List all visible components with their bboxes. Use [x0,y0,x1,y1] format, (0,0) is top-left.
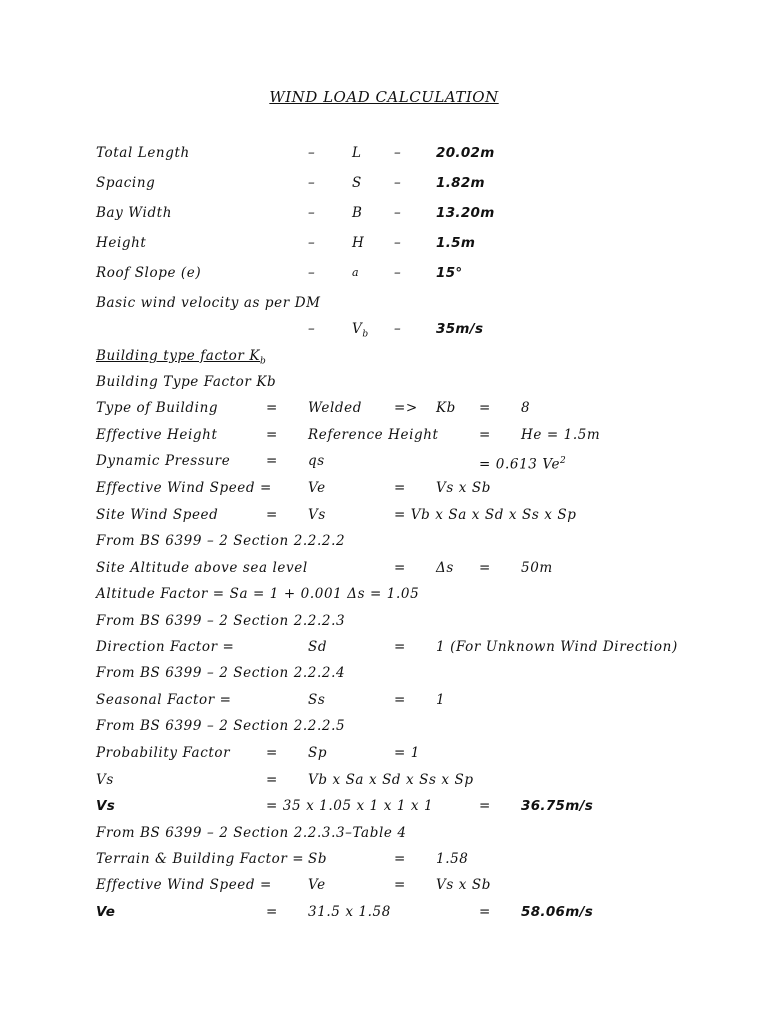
calc-line-14-c3: Sp [308,745,328,761]
value-total-length: 20.02m [436,145,495,161]
calc-line-10-c4: = [394,639,406,655]
symbol: S [352,175,362,191]
dash: – [394,265,402,281]
calc-line-20-c1: Ve [96,904,116,920]
calc-line-18-c5: 1.58 [436,851,469,867]
dash: – [308,265,316,281]
dash: – [394,145,402,161]
calc-line-12-c4: = [394,692,406,708]
value-bay-width: 13.20m [436,205,495,221]
calc-line-2-c1: Effective Height [96,427,218,443]
calc-line-20-c2: = [266,904,278,920]
label-spacing: Spacing [96,175,156,191]
calc-line-14-c2: = [266,745,278,761]
value-spacing: 1.82m [436,175,485,191]
calc-line-5-c2: = [266,507,278,523]
calc-line-2-c2: = [266,427,278,443]
calc-line-13-c1: From BS 6399 – 2 Section 2.2.2.5 [96,718,346,734]
dash: – [308,205,316,221]
label-bay-width: Bay Width [96,205,173,221]
dash: – [394,175,402,191]
calc-line-3-c6-text: = 0.613 Ve [479,456,561,473]
dash: – [394,205,402,221]
dash: – [394,321,402,337]
calc-line-1-c4: => [394,400,418,416]
dash: – [394,235,402,251]
calc-line-19-c1: Effective Wind Speed = [96,877,272,893]
calc-line-14-c1: Probability Factor [96,745,231,761]
calc-line-3-c6 [479,452,566,474]
calc-line-18-c3: Sb [308,851,328,867]
symbol: H [352,235,365,251]
calc-line-20-c3: 31.5 x 1.58 [308,904,391,920]
calc-line-10-c3: Sd [308,639,328,655]
calc-line-17-c1: From BS 6399 – 2 Section 2.2.3.3–Table 4 [96,825,407,841]
calc-line-18-c1: Terrain & Building Factor = [96,851,305,867]
calc-line-10-c5: 1 (For Unknown Wind Direction) [436,639,678,655]
calc-line-6-c1: From BS 6399 – 2 Section 2.2.2.2 [96,533,346,549]
calc-line-15-c3: Vb x Sa x Sd x Ss x Sp [308,772,474,788]
calc-line-9-c1: From BS 6399 – 2 Section 2.2.2.3 [96,613,346,629]
calc-line-7-c5: Δs [436,560,454,576]
calc-line-3-c1: Dynamic Pressure [96,453,231,469]
calc-line-1-c7: 8 [521,400,531,416]
calc-line-5-c3: Vs [308,507,326,523]
symbol: B [352,205,363,221]
calc-line-1-c6: = [479,400,491,416]
calc-line-0-c1: Building Type Factor Kb [96,374,277,390]
dash: – [308,175,316,191]
calc-line-4-c4: = [394,480,406,496]
calc-line-15-c1: Vs [96,772,114,788]
calc-line-1-c1: Type of Building [96,400,219,416]
value-roof-slope: 15° [436,265,463,281]
value-height: 1.5m [436,235,476,251]
calc-line-16-c6: = [479,798,491,814]
calc-line-7-c1: Site Altitude above sea level [96,560,308,576]
label-height: Height [96,235,147,251]
calc-line-16-c1: Vs [96,798,116,814]
calc-line-15-c2: = [266,772,278,788]
calc-line-2-c6: = [479,427,491,443]
label-roof-slope: Roof Slope (e) [96,265,202,281]
label-basic-wind-velocity: Basic wind velocity as per DM [96,295,321,311]
calc-line-12-c3: Ss [308,692,326,708]
dash: – [308,321,316,337]
calc-line-20-c6: = [479,904,491,920]
calc-line-4-c5: Vs x Sb [436,480,491,496]
calc-line-1-c2: = [266,400,278,416]
calc-line-14-c4: = 1 [394,745,420,761]
calc-line-4-c3: Ve [308,480,326,496]
calc-line-1-c5: Kb [436,400,456,416]
calc-line-16-c7: 36.75m/s [521,798,594,814]
calc-line-18-c4: = [394,851,406,867]
calc-line-11-c1: From BS 6399 – 2 Section 2.2.2.4 [96,665,346,681]
calc-line-7-c4: = [394,560,406,576]
calc-line-5-c1: Site Wind Speed [96,507,219,523]
superscript: 2 [560,456,567,466]
page-title: WIND LOAD CALCULATION [269,88,499,106]
calc-line-7-c7: 50m [521,560,553,576]
symbol: a [352,266,360,279]
calc-line-1-c3: Welded [308,400,362,416]
calc-line-19-c4: = [394,877,406,893]
calc-line-20-c7: 58.06m/s [521,904,594,920]
calc-line-12-c5: 1 [436,692,446,708]
calc-line-16-c2: = 35 x 1.05 x 1 x 1 x 1 [266,798,434,814]
symbol: L [352,145,362,161]
calc-line-19-c3: Ve [308,877,326,893]
calc-line-10-c1: Direction Factor = [96,639,235,655]
calc-line-3-c2: = [266,453,278,469]
calc-line-8-c1: Altitude Factor = Sa = 1 + 0.001 Δs = 1.05 [96,586,420,602]
calc-line-7-c6: = [479,560,491,576]
dash: – [308,145,316,161]
calc-line-2-c7: He = 1.5m [521,427,601,443]
calc-line-12-c1: Seasonal Factor = [96,692,232,708]
calc-line-3-c3: qs [308,453,325,469]
dash: – [308,235,316,251]
calc-line-4-c1: Effective Wind Speed = [96,480,272,496]
calc-line-2-c3: Reference Height [308,427,439,443]
calc-line-19-c5: Vs x Sb [436,877,491,893]
label-total-length: Total Length [96,145,190,161]
section-heading-building-type-factor: Building type factor $K_b$ [96,348,267,367]
calc-line-5-c4: = Vb x Sa x Sd x Ss x Sp [394,507,577,523]
value-basic-wind-velocity: 35m/s [436,321,484,337]
symbol-vb: $V_b$ [352,321,369,340]
